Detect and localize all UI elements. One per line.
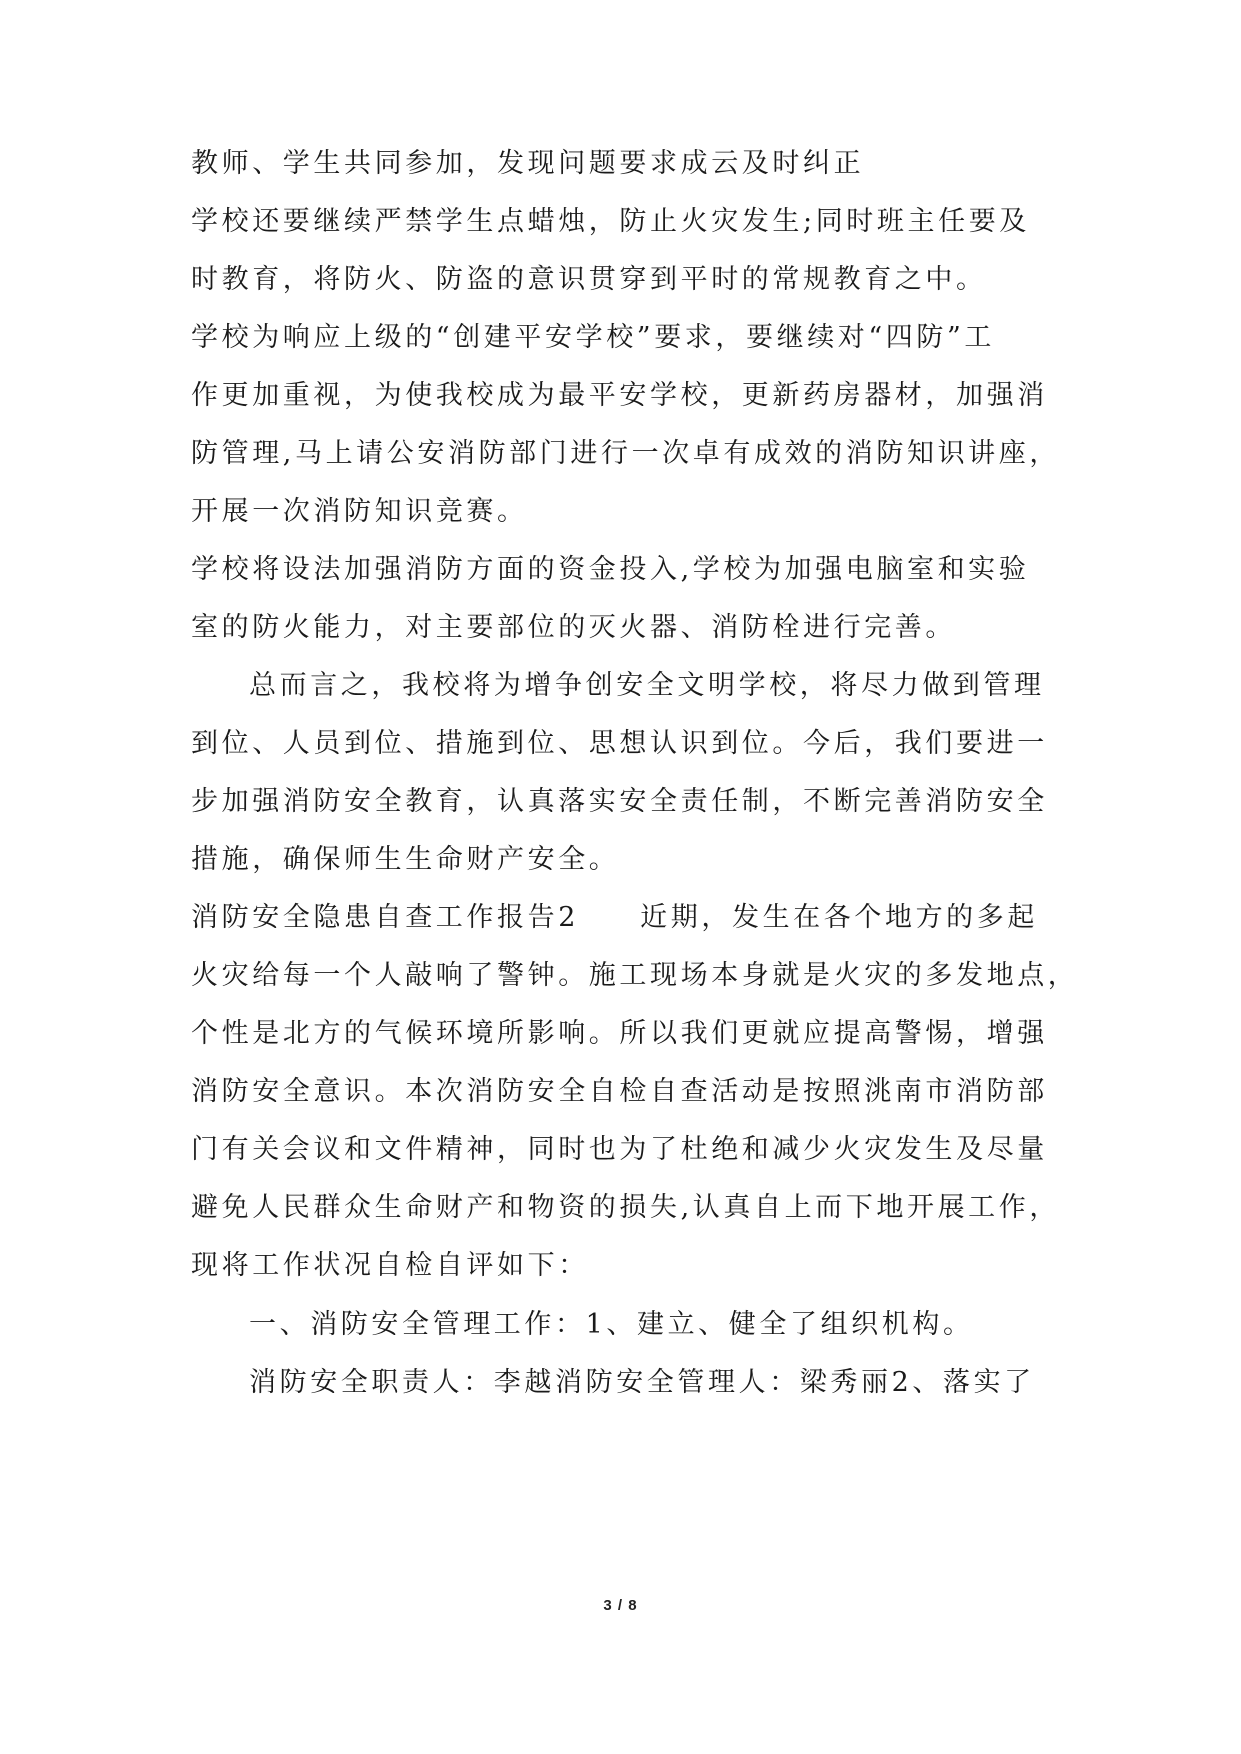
page-number: 3 / 8 (603, 1597, 638, 1614)
paragraph-first-line: 总而言之，我校将为增争创安全文明学校，将尽力做到管理 (249, 670, 1045, 701)
body-text-line: 室的防火能力，对主要部位的灭火器、消防栓进行完善。 (191, 612, 956, 643)
body-text-line: 措施，确保师生生命财产安全。 (191, 844, 620, 875)
body-text-line: 消防安全意识。本次消防安全自检自查活动是按照洮南市消防部 (191, 1076, 1048, 1107)
body-text-line: 防管理,马上请公安消防部门进行一次卓有成效的消防知识讲座， (191, 438, 1060, 469)
body-text-line: 作更加重视，为使我校成为最平安学校，更新药房器材，加强消 (191, 380, 1048, 411)
body-text-line: 学校为响应上级的“创建平安学校”要求，要继续对“四防”工 (191, 322, 996, 353)
body-text-line: 火灾给每一个人敲响了警钟。施工现场本身就是火灾的多发地点， (191, 960, 1079, 991)
body-text-line: 到位、人员到位、措施到位、思想认识到位。今后，我们要进一 (191, 728, 1048, 759)
body-text-line: 门有关会议和文件精神，同时也为了杜绝和减少火灾发生及尽量 (191, 1134, 1048, 1165)
section-heading-line: 一、消防安全管理工作：1、建立、健全了组织机构。 (249, 1309, 974, 1340)
body-text-line: 步加强消防安全教育，认真落实安全责任制，不断完善消防安全 (191, 786, 1048, 817)
body-text-line: 个性是北方的气候环境所影响。所以我们更就应提高警惕，增强 (191, 1018, 1048, 1049)
body-text-line: 时教育，将防火、防盗的意识贯穿到平时的常规教育之中。 (191, 264, 987, 295)
body-text-line: 避免人民群众生命财产和物资的损失,认真自上而下地开展工作， (191, 1192, 1060, 1223)
body-text-line: 现将工作状况自检自评如下： (191, 1250, 589, 1281)
body-text-line: 教师、学生共同参加，发现问题要求成云及时纠正 (191, 148, 865, 179)
paragraph-first-line: 消防安全职责人：李越消防安全管理人：梁秀丽2、落实了 (249, 1367, 1035, 1398)
report-heading-line: 消防安全隐患自查工作报告2 近期，发生在各个地方的多起 (191, 902, 1038, 933)
body-text-line: 学校还要继续严禁学生点蜡烛，防止火灾发生;同时班主任要及 (191, 206, 1030, 237)
body-text-line: 开展一次消防知识竞赛。 (191, 496, 528, 527)
body-text-line: 学校将设法加强消防方面的资金投入,学校为加强电脑室和实验 (191, 554, 1030, 585)
